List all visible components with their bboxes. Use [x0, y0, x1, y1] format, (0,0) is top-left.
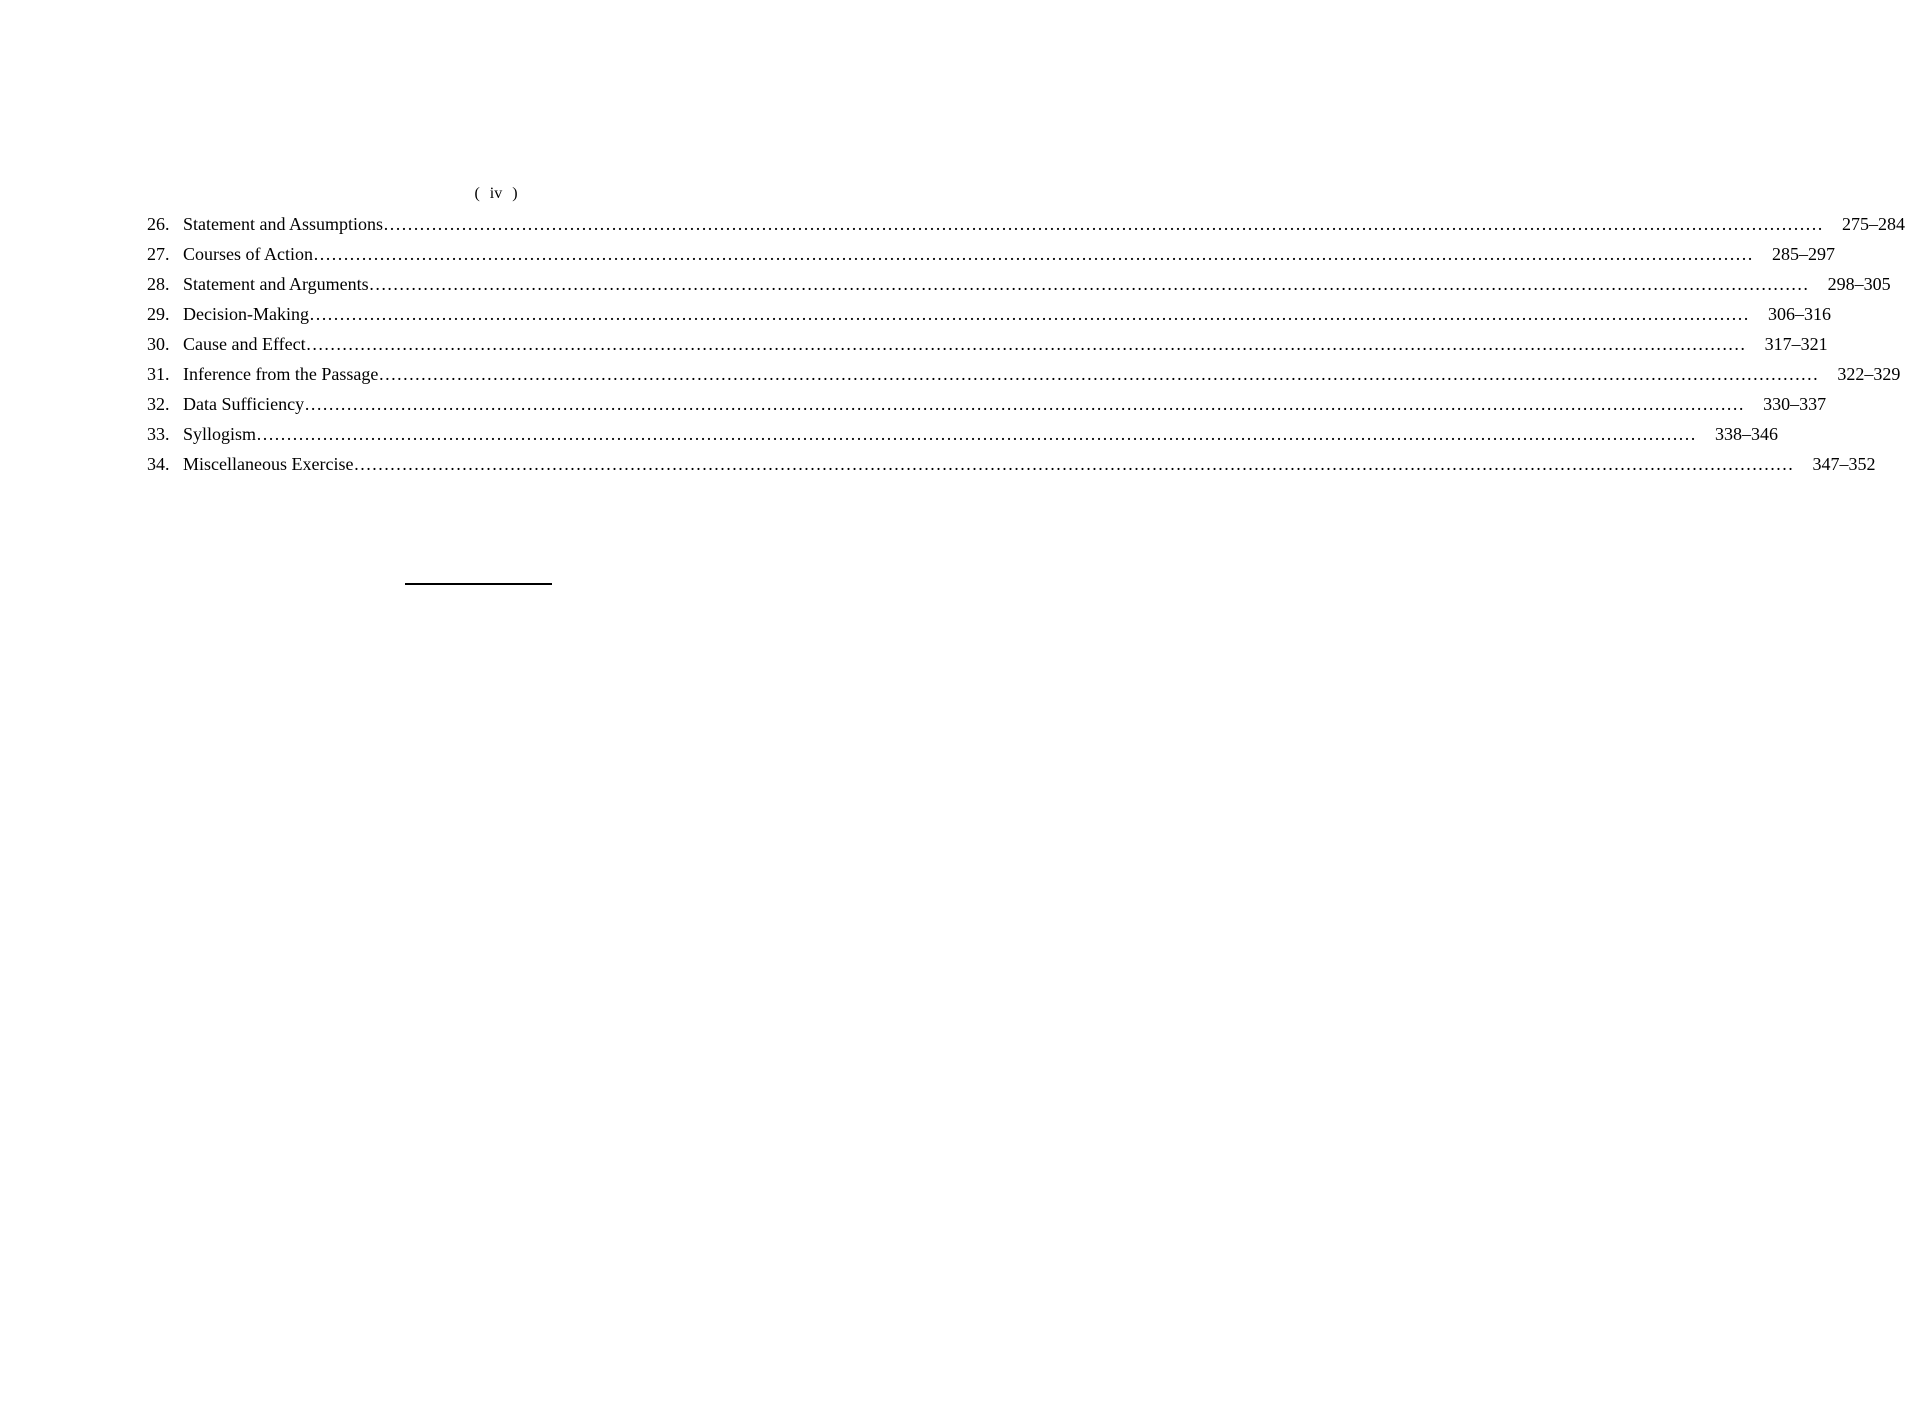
- toc-entry-pages: 338–346: [1715, 424, 1779, 444]
- toc-entry-number: 28.: [147, 274, 170, 294]
- toc-entry-title: Courses of Action: [183, 244, 313, 264]
- page-number-value: iv: [489, 185, 503, 202]
- toc-leader-dots: ……………………………………………………………………………………………………………………………………………………………………………………………………………………: [308, 304, 1749, 324]
- toc-entry-pages: 317–321: [1764, 334, 1828, 354]
- toc-leader-dots: ……………………………………………………………………………………………………………………………………………………………………………………………………………………: [383, 214, 1823, 234]
- toc-entry-pages: 347–352: [1812, 454, 1876, 474]
- toc-leader-dots: ……………………………………………………………………………………………………………………………………………………………………………………………………………………: [313, 244, 1753, 264]
- toc-entry-title: Inference from the Passage: [183, 364, 379, 384]
- toc-entry-number: 31.: [147, 364, 170, 384]
- end-rule-divider: [405, 583, 552, 585]
- toc-entry-pages: 275–284: [1842, 214, 1905, 234]
- toc-entry: [147, 244, 1835, 274]
- toc-leader-dots: ……………………………………………………………………………………………………………………………………………………………………………………………………………………: [368, 274, 1809, 294]
- toc-entry: [147, 364, 1901, 394]
- toc-entry: [147, 424, 1779, 454]
- toc-leader-dots: ……………………………………………………………………………………………………………………………………………………………………………………………………………………: [305, 334, 1746, 354]
- close-paren: ): [512, 185, 518, 202]
- toc-entry-title: Miscellaneous Exercise: [183, 454, 354, 474]
- toc-entry-number: 34.: [147, 454, 170, 474]
- toc-leader-dots: ……………………………………………………………………………………………………………………………………………………………………………………………………………………: [353, 454, 1794, 474]
- toc-entry-number: 32.: [147, 394, 170, 414]
- table-of-contents: [147, 214, 1905, 484]
- toc-entry-number: 33.: [147, 424, 170, 444]
- toc-entry-number: 26.: [147, 214, 170, 234]
- toc-entry: [147, 334, 1828, 364]
- toc-entry: [147, 304, 1831, 334]
- toc-leader-dots: ……………………………………………………………………………………………………………………………………………………………………………………………………………………: [256, 424, 1697, 444]
- toc-entry-title: Syllogism: [183, 424, 257, 444]
- toc-entry-number: 27.: [147, 244, 170, 264]
- open-paren: (: [474, 185, 480, 202]
- toc-entry-number: 29.: [147, 304, 170, 324]
- toc-entry-title: Statement and Arguments: [183, 274, 369, 294]
- toc-entry-pages: 330–337: [1763, 394, 1827, 414]
- toc-entry-pages: 306–316: [1767, 304, 1831, 324]
- toc-entry: [147, 394, 1827, 424]
- toc-entry: [147, 454, 1876, 484]
- toc-entry-title: Decision-Making: [183, 304, 309, 324]
- toc-entry: [147, 274, 1891, 304]
- toc-entry-number: 30.: [147, 334, 170, 354]
- toc-entry-title: Statement and Assumptions: [183, 214, 383, 234]
- toc-leader-dots: ……………………………………………………………………………………………………………………………………………………………………………………………………………………: [304, 394, 1745, 414]
- toc-entry-pages: 322–329: [1837, 364, 1901, 384]
- toc-entry-pages: 285–297: [1772, 244, 1835, 264]
- toc-entry-pages: 298–305: [1827, 274, 1891, 294]
- toc-entry-title: Data Sufficiency: [183, 394, 305, 414]
- toc-entry: [147, 214, 1905, 244]
- page-number: [0, 185, 992, 203]
- toc-entry-title: Cause and Effect: [183, 334, 306, 354]
- toc-leader-dots: ……………………………………………………………………………………………………………………………………………………………………………………………………………………: [378, 364, 1819, 384]
